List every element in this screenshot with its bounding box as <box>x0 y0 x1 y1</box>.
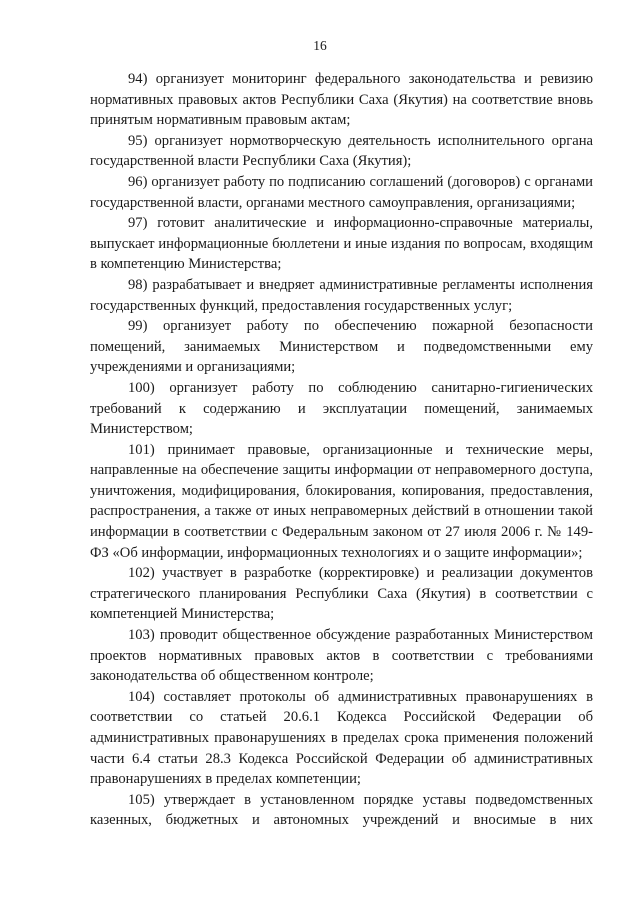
paragraph-102: 102) участвует в разработке (корректировке) и реализации документов стратегического планирования Республики Саха (Якутия) в соответствии с компетенцией Министерства; <box>90 565 593 623</box>
paragraph-104: 104) составляет протоколы об административных правонарушениях в соответствии со статьей 20.6.1 Кодекса Российской Федерации об административных правонарушениях в пределах срока применения положений части 6.4 статьи 28.3 Кодекса Российской Федерации об административных правонарушениях в пределах компетенции; <box>90 688 593 788</box>
paragraph-97: 97) готовит аналитические и информационно-справочные материалы, выпускает информационные бюллетени и иные издания по вопросам, входящим в компетенцию Министерства; <box>90 215 593 273</box>
paragraph-98: 98) разрабатывает и внедряет административные регламенты исполнения государственных функций, предоставления государственных услуг; <box>90 276 593 314</box>
paragraph-96: 96) организует работу по подписанию соглашений (договоров) с органами государственной власти, органами местного самоуправления, организациями; <box>90 173 593 211</box>
page-number: 16 <box>313 38 327 53</box>
paragraph-101: 101) принимает правовые, организационные и технические меры, направленные на обеспечение защиты информации от неправомерного доступа, уничтожения, модифицирования, блокирования, копирования, предоставления, распространения, а также от иных неправомерных действий в отношении такой информации в соответствии с Федеральным законом от 27 июля 2006 г. № 149-ФЗ «Об информации, информационных технологиях и о защите информации»; <box>90 441 593 561</box>
paragraph-95: 95) организует нормотворческую деятельность исполнительного органа государственной власти Республики Саха (Якутия); <box>90 132 593 170</box>
paragraph-94: 94) организует мониторинг федерального законодательства и ревизию нормативных правовых актов Республики Саха (Якутия) на соответствие вновь принятым нормативным правовым актам; <box>90 71 593 129</box>
body-text <box>90 69 593 831</box>
paragraph-105: 105) утверждает в установленном порядке уставы подведомственных казенных, бюджетных и автономных учреждений и вносимые в них <box>90 791 593 829</box>
paragraph-99: 99) организует работу по обеспечению пожарной безопасности помещений, занимаемых Министерством и подведомственными ему учреждениями и организациями; <box>90 318 593 376</box>
paragraph-103: 103) проводит общественное обсуждение разработанных Министерством проектов нормативных правовых актов в соответствии с требованиями законодательства об общественном контроле; <box>90 627 593 685</box>
paragraph-100: 100) организует работу по соблюдению санитарно-гигиенических требований к содержанию и эксплуатации помещений, занимаемых Министерством; <box>90 379 593 438</box>
